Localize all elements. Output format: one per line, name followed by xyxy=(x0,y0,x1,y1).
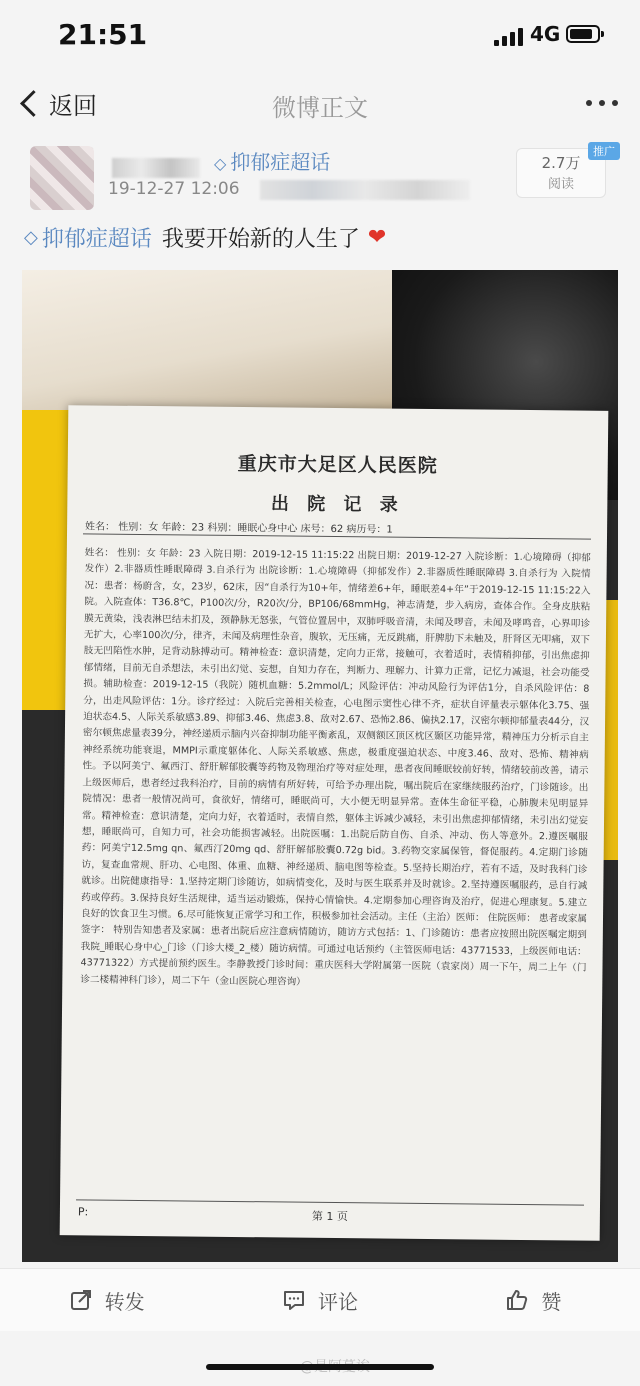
page-title: 微博正文 xyxy=(272,94,368,122)
diamond-icon: ◇ xyxy=(24,227,38,248)
post-text xyxy=(24,222,386,253)
hospital-name: 重庆市大足区人民医院 xyxy=(237,452,438,478)
post-content: 我要开始新的人生了 xyxy=(161,227,360,252)
heart-icon: ❤ xyxy=(367,225,387,250)
more-options-icon[interactable] xyxy=(586,100,618,106)
diamond-icon: ◇ xyxy=(214,154,227,173)
share-icon xyxy=(69,1288,93,1312)
battery-icon xyxy=(566,25,600,43)
signal-icon xyxy=(494,26,524,46)
document-title: 出 院 记 录 xyxy=(270,493,404,516)
document-body: 姓名： 性别：女 年龄：23 入院日期：2019-12-15 11:15:22 出院日期：2019-12-27 入院诊断：1.心境障碍（抑郁发作）2.非器质性睡眠障碍 3.自杀行为 出院诊断：1.心境障碍（抑郁发作）2.非器质性睡眠障碍 3.自杀行为 入院情况：患者：杨蔚含，女，23岁，62床，因“自杀行为10+年，情绪差6+年，睡眠差4+年”于2019-12-15 11:15:22入院。入院查体：T36.8℃，P100次/分，R20次/分，BP106/68mmHg，神志清楚，步入病房，查体合作。全身皮肤粘膜无黄染，浅表淋巴结未扪及，颈静脉无怒张，气管位置居中，双肺呼吸音清，未闻及啰音，未闻及哮鸣音，心界叩诊无扩大，心率100次/分，律齐，未闻及病理性杂音，腹软，无压痛，无反跳痛，肝脾肋下未触及，肝肾区无叩痛，双下肢无凹陷性水肿，足背动脉搏动可。精神检查：意识清楚，定向力正常，接触可，衣着适时，表情稍抑郁，引出焦虑抑郁情绪，目前无自杀想法，未引出幻觉、妄想，自知力存在，判断力、理解力、计算力正常，记忆力减退，社会功能受损。辅助检查：2019-12-15（我院）随机血糖：5.2mmol/L；风险评估：冲动风险行为评估1分，自杀风险评估：8分，出走风险评估：1分。诊疗经过：入院后完善相关检查，心电图示窦性心律不齐，症状自评量表示躯体化3.75、强迫状态4.5、人际关系敏感3.89、抑郁3.46、焦虑3.8、敌对2.67、恐怖2.86、偏执2.17，汉密尔顿抑郁量表44分，汉密尔顿焦虑量表39分，神经递质示脑内兴奋抑制功能平衡紊乱，双侧额区顶区枕区颞区功能异常，精神压力分析示自主神经系统功能衰退，MMPI示重度躯体化、人际关系敏感、焦虑，极重度强迫状态、中度3.46、敌对、恐怖、精神病性。予以阿美宁、氟西汀、舒肝解郁胶囊等药物及物理治疗等对症处理，患者夜间睡眠较前好转，情绪较前改善，请示上级医师后，患者经过我科治疗，目前的病情有所好转，可给予办理出院，嘱出院后在家继续服药治疗，门诊随诊。出院情况：患者一般情况尚可，食欲好，情绪可，睡眠尚可，大小便无明显异常。查体生命征平稳，心肺腹未见明显异常。精神检查：意识清楚，定向力好，衣着适时，表情自然，躯体主诉减少减轻，未引出焦虑抑郁情绪，未引出幻觉妄想，睡眠尚可，自知力可，社会功能损害减轻。出院医嘱：1.出院后防自伤、自杀、冲动、伤人等意外。2.遵医嘱服药：阿美宁12.5mg qn、氟西汀20mg qd、舒肝解郁胶囊0.72g bid。3.药物交家属保管，督促服药。4.定期门诊随访，复查血常规、肝功、心电图、体重、血糖、神经递质、脑电图等检查。5.坚持长期治疗，若有不适，及时我科门诊就诊。出院健康指导：1.坚持定期门诊随访，如病情变化，及时与医生联系并及时就诊。2.坚持遵医嘱服药，忌自行减药或停药。3.保持良好生活规律，适当运动锻炼，保持心情愉快。4.定期参加心理咨询及治疗，促进心理康复。5.建立良好的饮食卫生习惯。6.尽可能恢复正常学习和工作，积极参加社会活动。主任（主治）医师： 住院医师： 患者或家属签字： 特别告知患者及家属：患者出院后应注意病情随访，随访方式包括：1、门诊随访：患者应按照出院医嘱定期到我院_睡眠心身中心_门诊（门诊大楼_2_楼）随访病情。可通过电话预约（主管医师电话：43771533，上级医师电话：43771322）方式提前预约医生。李静教授门诊时间：重庆医科大学附属第一医院（袁家岗）周一下午，周二上午（门诊二楼精神科门诊），周二下午（金山医院心理咨询） xyxy=(80,547,591,988)
topic-link[interactable]: ◇ 抑郁症超话 xyxy=(24,227,152,252)
thumbs-up-icon xyxy=(505,1288,529,1312)
page-number: 第 1 页 xyxy=(311,1209,348,1224)
post-image[interactable] xyxy=(22,270,618,1262)
discharge-document xyxy=(60,405,609,1241)
repost-button[interactable]: 转发 xyxy=(0,1269,213,1331)
divider xyxy=(76,1199,584,1205)
post-date: 19-12-27 12:06 xyxy=(108,179,240,199)
status-bar xyxy=(0,0,640,70)
read-label: 阅读 xyxy=(547,177,574,192)
status-time: 21:51 xyxy=(58,18,148,51)
read-count: 2.7万 xyxy=(541,154,581,172)
action-bar xyxy=(0,1268,640,1331)
blurred-username xyxy=(112,158,200,178)
like-button[interactable]: 赞 xyxy=(427,1269,640,1331)
avatar[interactable] xyxy=(30,146,94,210)
patient-fields: 姓名： 性别：女 年龄：23 科别：睡眠心身中心 床号：62 病历号：1 xyxy=(85,521,393,536)
comment-button[interactable]: 评论 xyxy=(213,1269,426,1331)
blurred-source xyxy=(260,180,470,200)
home-indicator[interactable] xyxy=(206,1364,434,1370)
nav-bar xyxy=(0,70,640,136)
comment-icon xyxy=(282,1288,306,1312)
back-label: 返回 xyxy=(49,91,97,120)
topic-link-header[interactable]: ◇ 抑郁症超话 xyxy=(214,150,331,174)
promo-badge[interactable]: 推广 xyxy=(588,142,620,160)
post-header xyxy=(0,136,640,220)
network-label: 4G xyxy=(530,22,561,46)
page-mark: P: xyxy=(77,1205,89,1219)
